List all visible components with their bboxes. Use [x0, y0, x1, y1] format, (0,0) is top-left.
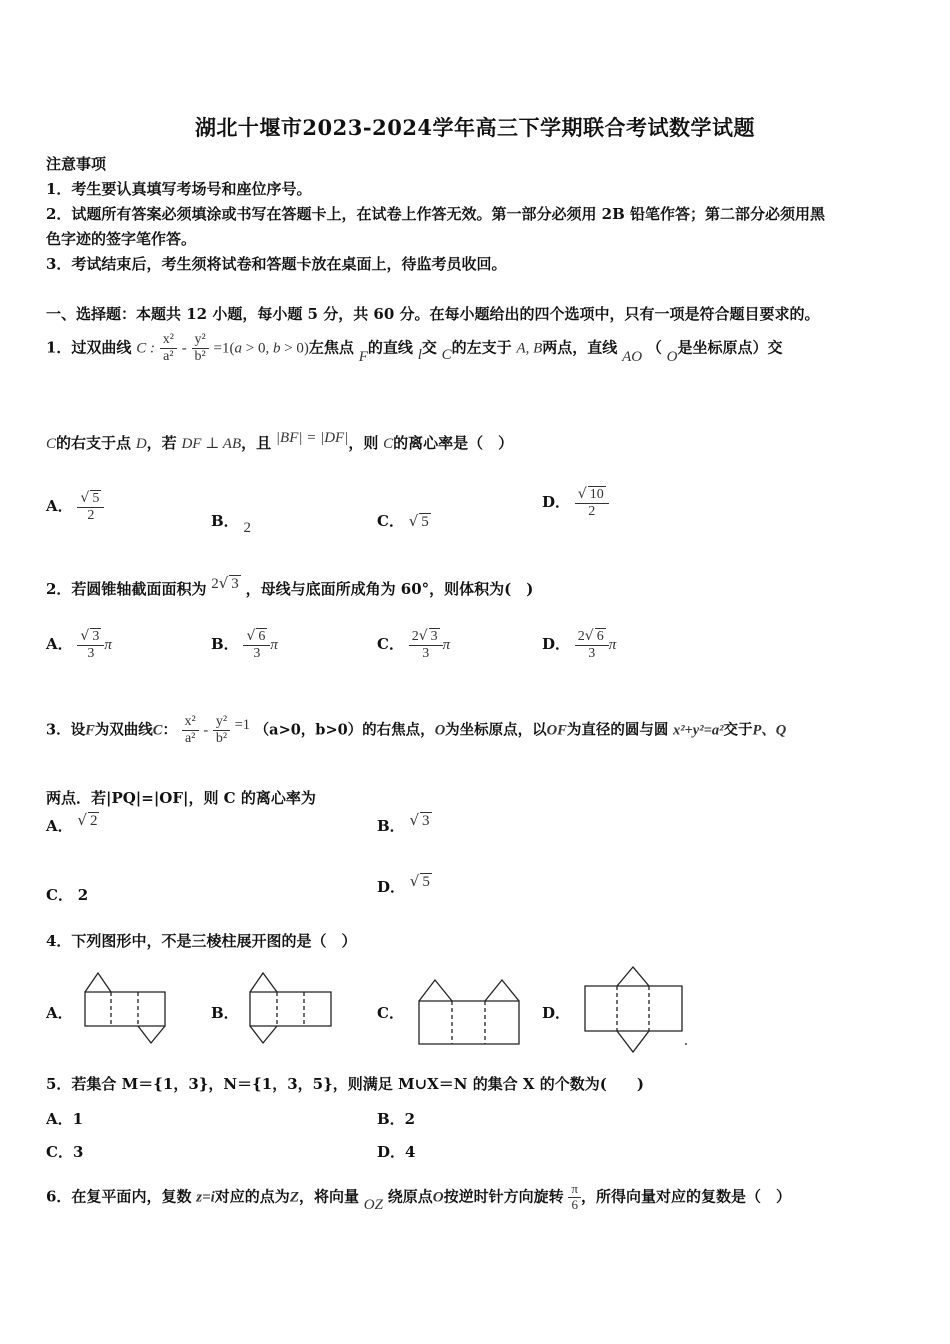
formula: $\frac{\text{y²}}{\text{b²}}$ — [192, 332, 209, 365]
question-1: 1．过双曲线 C : $\frac{\text{x²}}{\text{a²}}$ - $\frac{\text{y²}}{\text{b²}}$ =1(a > 0, b > 0)左焦点 F的直线 l交 C的左支于 A, B两点，直线 AO （ O是坐标原点）交 — [46, 332, 783, 365]
prism-net-a — [82, 970, 170, 1046]
q1-text: 的直线 — [367, 338, 413, 357]
prism-net-d — [582, 964, 694, 1056]
question-3: 3．设F为双曲线C： $\frac{\text{x²}}{\text{a²}}$ - $\frac{\text{y²}}{\text{b²}}$ =1 （a>0，b>0）的右焦点，O为坐标原点，以OF为直径的圆与圆 x²+y²=a²交于P、Q — [46, 714, 787, 747]
option-a[interactable]: A． $\frac{√ 3}{3}$ π — [46, 628, 112, 662]
q1-text: 左焦点 — [308, 338, 354, 357]
option-c[interactable]: C． 2 — [46, 886, 89, 904]
q1-text: 的左支于 — [451, 338, 512, 357]
q1-text: 交 — [421, 338, 437, 357]
option-d[interactable]: D．4 — [377, 1143, 416, 1161]
option-d[interactable]: D． — [542, 1004, 571, 1022]
option-b[interactable]: B． $\frac{√ 6}{3}$ π — [211, 628, 278, 662]
section-heading: 一、选择题：本题共 12 小题，每小题 5 分，共 60 分。在每小题给出的四个选项中，只有一项是符合题目要求的。 — [46, 305, 820, 323]
option-d[interactable]: D． $\frac{√ 10}{2}$ — [542, 486, 609, 520]
option-b[interactable]: B． — [211, 1004, 239, 1022]
question-3-line2: 两点．若|PQ|=|OF|，则 C 的离心率为 — [46, 789, 316, 807]
question-6: 6．在复平面内，复数 z=i对应的点为Z，将向量 OZ 绕原点O按逆时针方向旋转 $\frac{\pi}{6}$ ，所得向量对应的复数是（ ） — [46, 1181, 791, 1214]
notice-heading: 注意事项 — [46, 155, 107, 173]
notice-item: 3．考试结束后，考生须将试卷和答题卡放在桌面上，待监考员收回。 — [46, 255, 507, 273]
question-5: 5．若集合 M＝{1，3}，N＝{1，3，5}，则满足 M∪X＝N 的集合 X 的个数为( ) — [46, 1075, 644, 1093]
formula: $\frac{\text{x²}}{\text{a²}}$ — [160, 332, 177, 365]
option-a[interactable]: A． $\frac{√ 5}{2}$ — [46, 490, 104, 524]
option-c[interactable]: C． — [377, 1004, 404, 1022]
q1-text: ，若 — [146, 434, 177, 452]
q1-text: 的离心率是（ ） — [393, 434, 514, 452]
option-b[interactable]: B．2 — [377, 1110, 416, 1128]
option-a[interactable]: A． — [46, 1004, 73, 1022]
q1-text: 两点，直线 — [542, 338, 618, 357]
notice-item: 色字迹的签字笔作答。 — [46, 230, 197, 248]
exam-title: 湖北十堰市2023-2024学年高三下学期联合考试数学试题 — [194, 115, 756, 140]
option-c[interactable]: C． √ 5 — [377, 512, 429, 530]
q1-text: 1．过双曲线 — [46, 338, 132, 357]
question-1-line2: C的右支于点 D，若 DF ⊥ AB，且 |BF| = |DF|，则 C的离心率是（ ） — [46, 430, 514, 452]
q1-text: 的右支于点 — [56, 434, 132, 452]
option-c[interactable]: C．3 — [46, 1143, 84, 1161]
question-2: 2．若圆锥轴截面面积为 2√ 3 ，母线与底面所成角为 60°，则体积为( ) — [46, 574, 534, 598]
q1-text: ，则 — [348, 434, 379, 452]
option-b[interactable]: B． √ 3 — [377, 811, 430, 835]
prism-net-b — [245, 970, 335, 1046]
q1-text: 是坐标原点）交 — [677, 338, 783, 357]
prism-net-c — [415, 974, 523, 1048]
formula: C : — [136, 340, 155, 357]
q1-text: （ — [646, 338, 662, 357]
question-4: 4．下列图形中，不是三棱柱展开图的是（ ） — [46, 932, 357, 950]
option-a[interactable]: A．1 — [46, 1110, 84, 1128]
notice-item: 1．考生要认真填写考场号和座位序号。 — [46, 180, 312, 198]
option-a[interactable]: A． √ 2 — [46, 811, 98, 835]
option-d[interactable]: D． √ 5 — [377, 872, 430, 896]
notice-item: 2．试题所有答案必须填涂或书写在答题卡上，在试卷上作答无效。第一部分必须用 2B 铅笔作答；第二部分必须用黑 — [46, 205, 826, 223]
option-d[interactable]: D． $\frac{2√ 6}{3}$ π — [542, 628, 617, 662]
option-c[interactable]: C． $\frac{2√ 3}{3}$ π — [377, 628, 451, 662]
option-b[interactable]: B． 2 — [211, 512, 251, 536]
q1-text: ，且 — [241, 434, 272, 452]
